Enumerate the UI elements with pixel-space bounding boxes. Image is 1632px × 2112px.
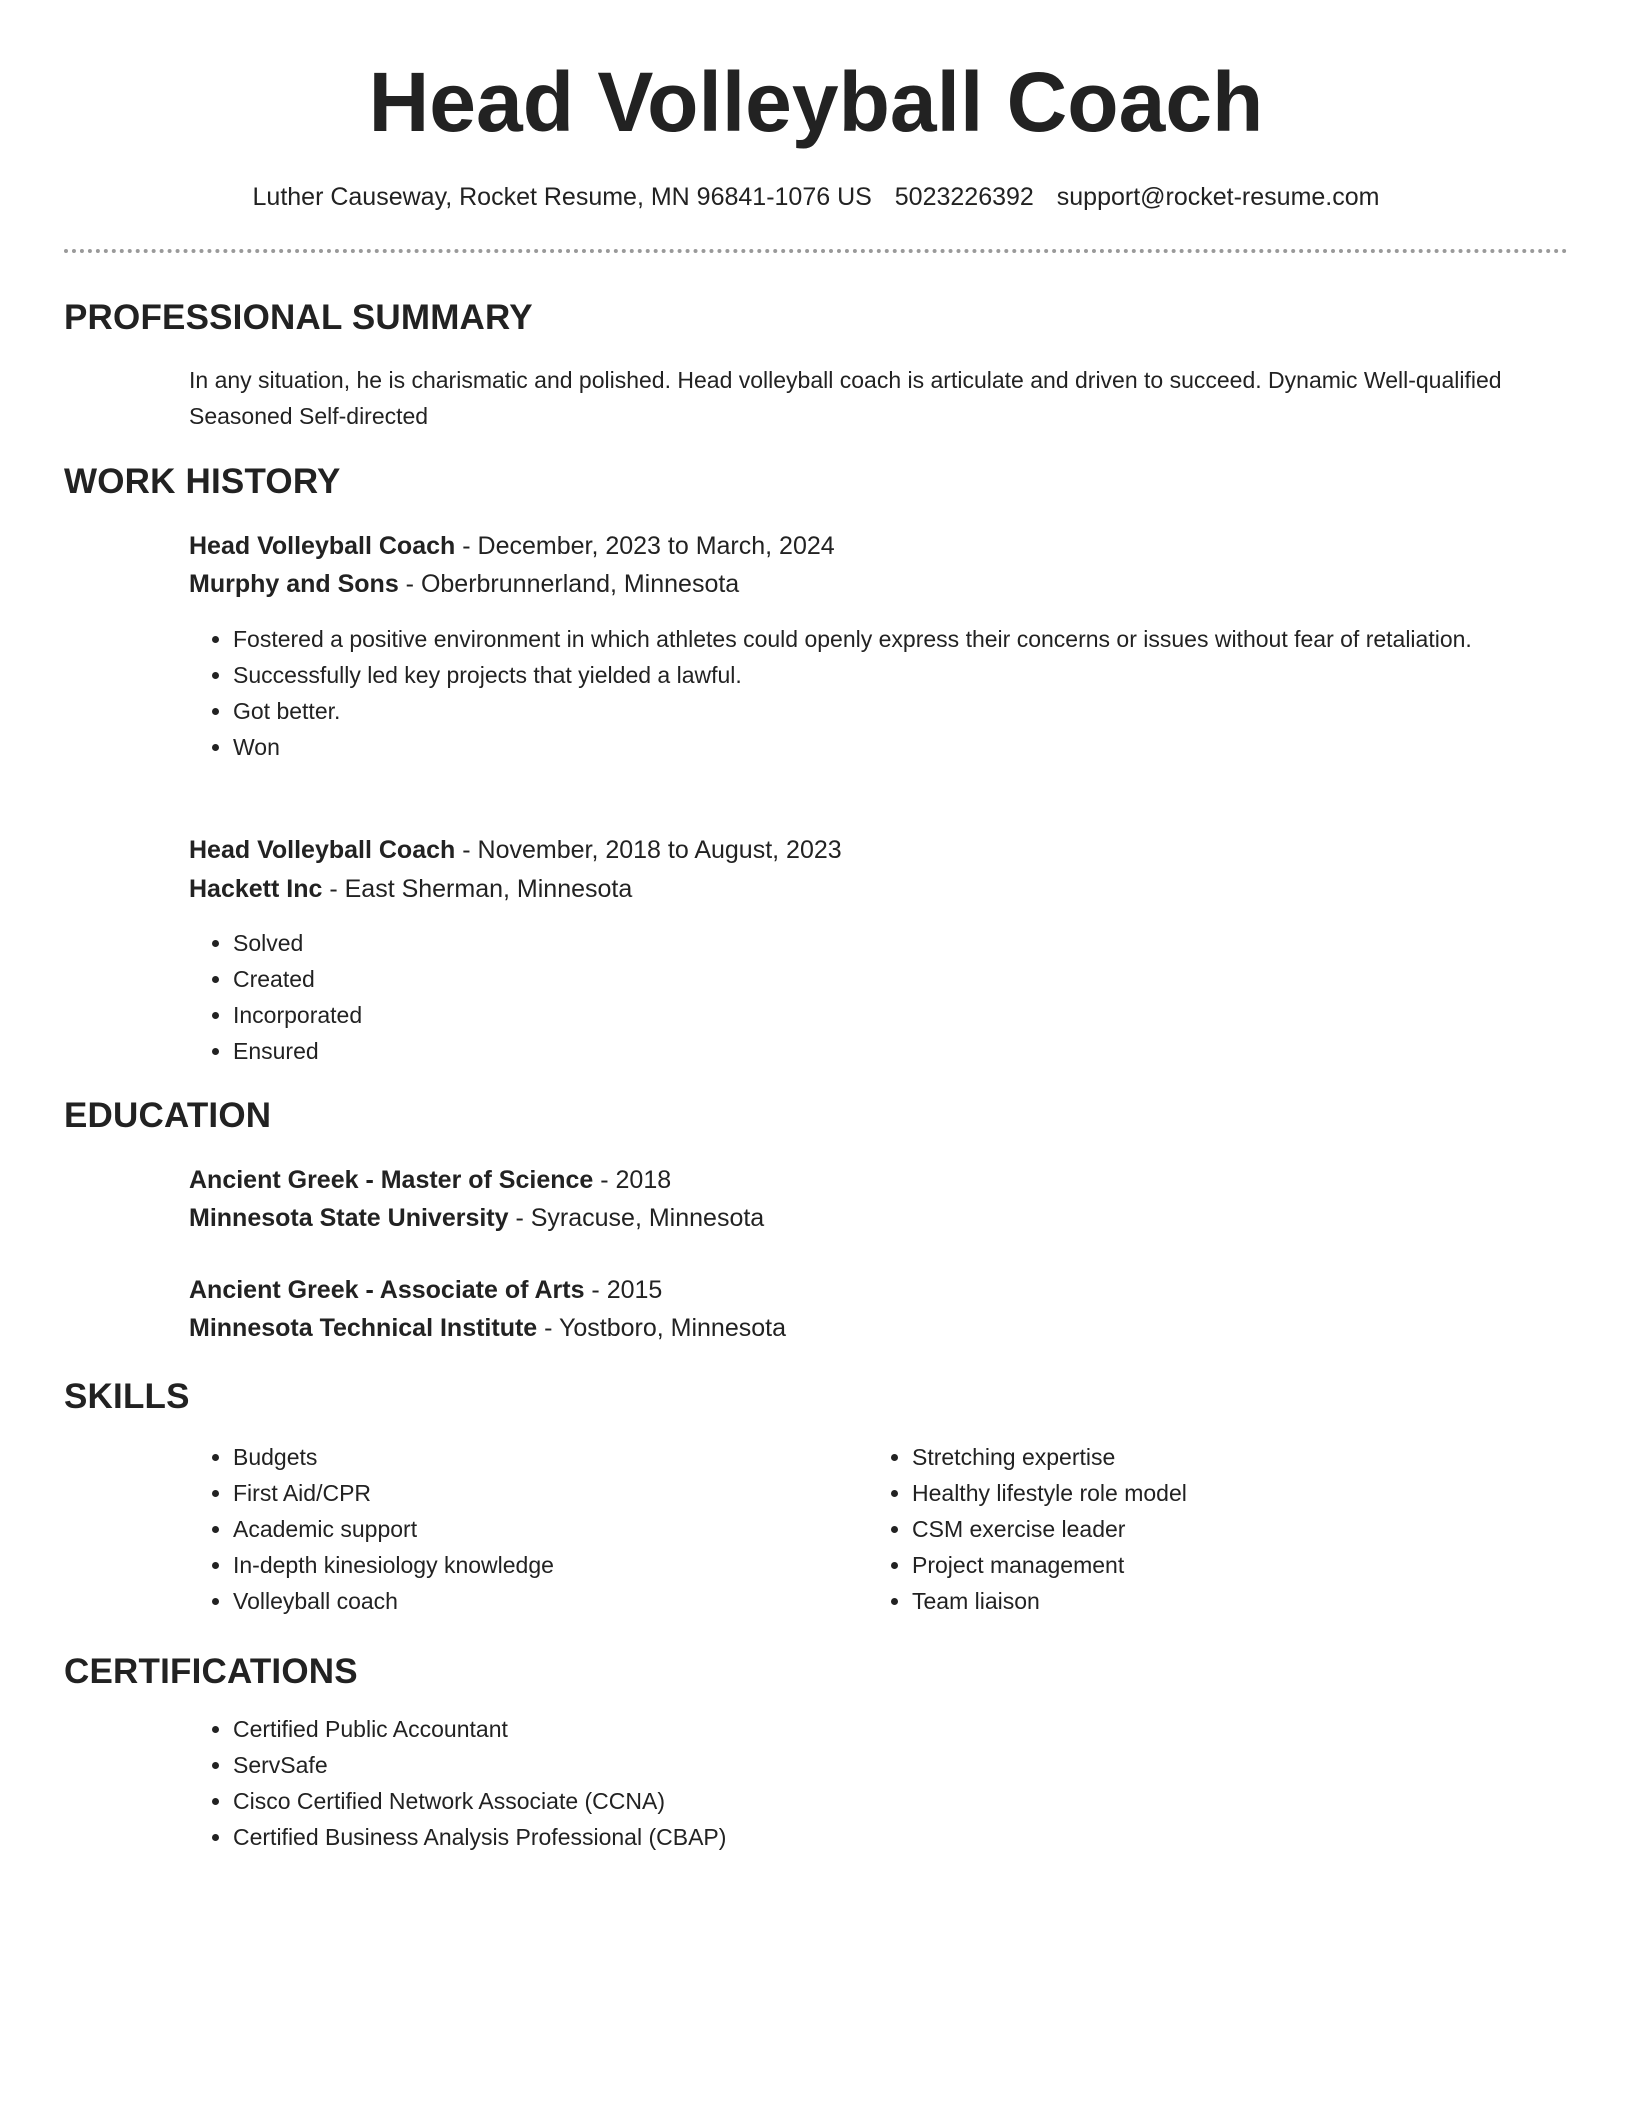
list-item: • Certified Business Analysis Professional (CBAP) <box>233 1819 1573 1855</box>
certifications-list <box>189 1711 1573 1855</box>
education-school-line <box>189 1199 764 1237</box>
job-role: Head Volleyball Coach <box>189 532 456 560</box>
job-role: Head Volleyball Coach <box>189 836 456 864</box>
list-item: • Budgets <box>233 1439 873 1475</box>
job-bullets <box>189 925 1573 1069</box>
section-title-summary: PROFESSIONAL SUMMARY <box>64 298 533 337</box>
list-item: • Certified Public Accountant <box>233 1711 1573 1747</box>
education-degree: Ancient Greek - Associate of Arts <box>189 1276 585 1304</box>
section-title-work-history: WORK HISTORY <box>64 462 341 501</box>
job-location: Oberbrunnerland, Minnesota <box>420 570 740 598</box>
contact-line <box>0 179 1632 215</box>
list-item: • Cisco Certified Network Associate (CCNA) <box>233 1783 1573 1819</box>
list-item: • Volleyball coach <box>233 1583 873 1619</box>
list-item: • Fostered a positive environment in which athletes could openly express their concerns or issues without fear of retaliation. <box>233 621 1573 657</box>
list-item: • Got better. <box>233 693 1573 729</box>
list-item: • Successfully led key projects that yielded a lawful. <box>233 657 1573 693</box>
list-item: • CSM exercise leader <box>912 1511 1552 1547</box>
separator: - <box>322 875 345 903</box>
education-degree-line <box>189 1271 662 1309</box>
separator: - <box>584 1276 607 1304</box>
education-school-line <box>189 1309 786 1347</box>
job-title-line <box>189 831 842 869</box>
list-item: • Stretching expertise <box>912 1439 1552 1475</box>
skills-list-left <box>189 1439 873 1619</box>
list-item: • In-depth kinesiology knowledge <box>233 1547 873 1583</box>
job-dates: December, 2023 to March, 2024 <box>477 532 835 560</box>
list-item: • Solved <box>233 925 1573 961</box>
separator: - <box>593 1166 616 1194</box>
education-degree: Ancient Greek - Master of Science <box>189 1166 594 1194</box>
list-item: • First Aid/CPR <box>233 1475 873 1511</box>
list-item: • Won <box>233 729 1573 765</box>
separator: - <box>455 836 478 864</box>
education-degree-line <box>189 1161 671 1199</box>
header-divider <box>64 249 1568 253</box>
separator: - <box>398 570 421 598</box>
education-school: Minnesota State University <box>189 1204 509 1232</box>
education-year: 2015 <box>606 1276 663 1304</box>
section-title-certifications: CERTIFICATIONS <box>64 1652 358 1691</box>
resume-name: Head Volleyball Coach <box>368 55 1264 149</box>
education-school: Minnesota Technical Institute <box>189 1314 538 1342</box>
summary-text: In any situation, he is charismatic and polished. Head volleyball coach is articulate and driven to succeed. Dynamic Well-qualified Seasoned Self-directed <box>189 367 1502 429</box>
job-bullets <box>189 621 1573 765</box>
job-company-line <box>189 870 632 908</box>
job-company: Murphy and Sons <box>189 570 399 598</box>
list-item: • Academic support <box>233 1511 873 1547</box>
education-location: Syracuse, Minnesota <box>530 1204 765 1232</box>
job-title-line <box>189 527 835 565</box>
skills-list-right <box>868 1439 1552 1619</box>
job-company-line <box>189 565 739 603</box>
job-dates: November, 2018 to August, 2023 <box>477 836 842 864</box>
separator: - <box>537 1314 559 1342</box>
separator: - <box>508 1204 531 1232</box>
contact-email[interactable]: support@rocket-resume.com <box>1056 183 1380 211</box>
section-title-education: EDUCATION <box>64 1096 272 1135</box>
education-year: 2018 <box>615 1166 672 1194</box>
list-item: • Healthy lifestyle role model <box>912 1475 1552 1511</box>
list-item: • Team liaison <box>912 1583 1552 1619</box>
list-item: • Ensured <box>233 1033 1573 1069</box>
list-item: • ServSafe <box>233 1747 1573 1783</box>
separator: - <box>455 532 478 560</box>
list-item: • Incorporated <box>233 997 1573 1033</box>
section-title-skills: SKILLS <box>64 1377 190 1416</box>
job-location: East Sherman, Minnesota <box>344 875 633 903</box>
job-company: Hackett Inc <box>189 875 323 903</box>
contact-address: Luther Causeway, Rocket Resume, MN 96841-1076 US <box>252 183 872 211</box>
list-item: • Created <box>233 961 1573 997</box>
contact-phone: 5023226392 <box>894 183 1034 211</box>
education-location: Yostboro, Minnesota <box>558 1314 786 1342</box>
list-item: • Project management <box>912 1547 1552 1583</box>
